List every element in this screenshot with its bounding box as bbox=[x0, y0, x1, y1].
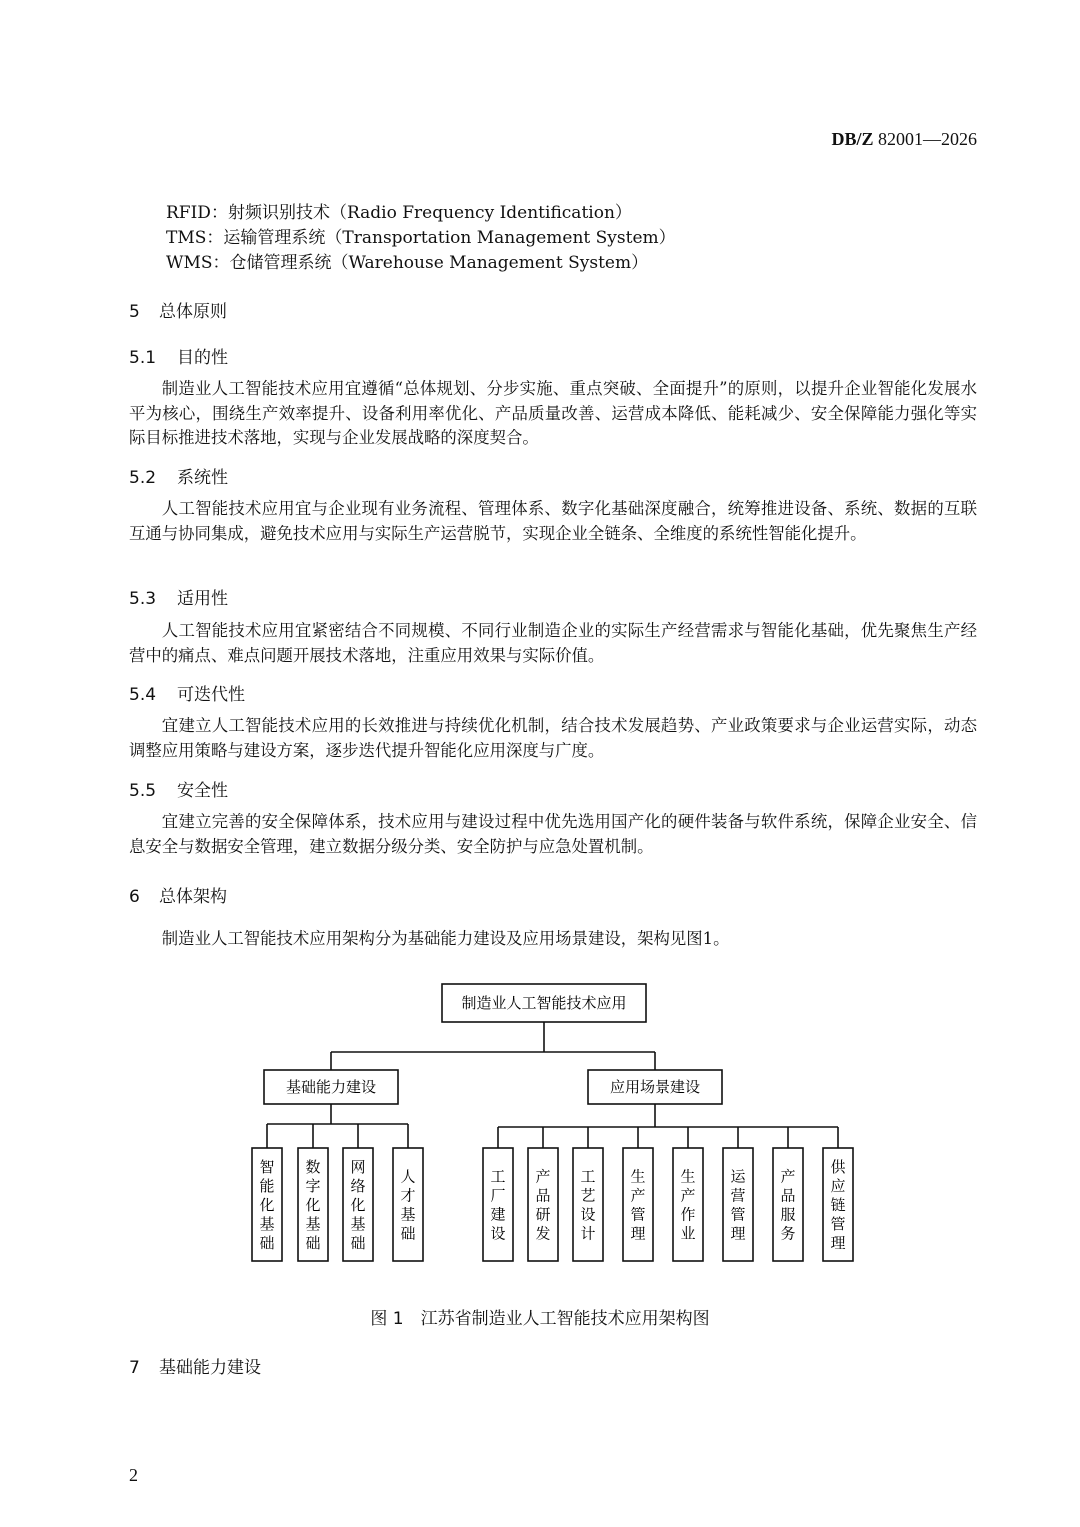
standard-code: 82001—2026 bbox=[878, 129, 977, 149]
section-6-heading: 6 总体架构 bbox=[129, 887, 227, 907]
section-5-2-heading: 5.2 系统性 bbox=[129, 468, 228, 488]
diagram-root-label: 制造业人工智能技术应用 bbox=[461, 994, 627, 1012]
diagram-leaf-label: 生产作业 bbox=[680, 1167, 696, 1243]
diagram-root-node bbox=[442, 984, 646, 1022]
section-5-5-heading: 5.5 安全性 bbox=[129, 781, 228, 801]
diagram-leaf-left-3 bbox=[393, 1148, 423, 1261]
abbreviation-wms: WMS：仓储管理系统（Warehouse Management System） bbox=[166, 253, 649, 273]
diagram-leaf-left-2 bbox=[343, 1148, 373, 1261]
diagram-leaf-right-0 bbox=[483, 1148, 513, 1261]
section-5-3-body: 人工智能技术应用宜紧密结合不同规模、不同行业制造企业的实际生产经营需求与智能化基础，优先聚焦生产经营中的痛点、难点问题开展技术落地，注重应用效果与实际价值。 bbox=[129, 621, 977, 665]
diagram-leaf-nodes bbox=[252, 1148, 853, 1261]
section-5-heading: 5 总体原则 bbox=[129, 302, 227, 322]
diagram-leaf-label: 生产管理 bbox=[630, 1167, 646, 1243]
diagram-leaf-right-4 bbox=[673, 1148, 703, 1261]
diagram-leaf-label: 工厂建设 bbox=[490, 1167, 506, 1243]
section-5-1-heading: 5.1 目的性 bbox=[129, 348, 228, 368]
diagram-leaf-left-1 bbox=[298, 1148, 328, 1261]
page-number: 2 bbox=[129, 1465, 138, 1485]
diagram-leaf-right-1 bbox=[528, 1148, 558, 1261]
abbreviation-rfid: RFID：射频识别技术（Radio Frequency Identification） bbox=[166, 203, 632, 223]
diagram-leaf-right-3 bbox=[623, 1148, 653, 1261]
diagram-leaf-left-0 bbox=[252, 1148, 282, 1261]
section-5-5-body: 宜建立完善的安全保障体系，技术应用与建设过程中优先选用国产化的硬件装备与软件系统，保障企业安全、信息安全与数据安全管理，建立数据分级分类、安全防护与应急处置机制。 bbox=[129, 812, 977, 856]
diagram-leaf-label: 供应链管理 bbox=[830, 1158, 846, 1252]
section-5-2-body: 人工智能技术应用宜与企业现有业务流程、管理体系、数字化基础深度融合，统筹推进设备、系统、数据的互联互通与协同集成，避免技术应用与实际生产运营脱节，实现企业全链条、全维度的系统性智能化提升。 bbox=[129, 499, 977, 543]
section-5-4-body: 宜建立人工智能技术应用的长效推进与持续优化机制，结合技术发展趋势、产业政策要求与企业运营实际，动态调整应用策略与建设方案，逐步迭代提升智能化应用深度与广度。 bbox=[129, 716, 977, 760]
section-6-body: 制造业人工智能技术应用架构分为基础能力建设及应用场景建设，架构见图1。 bbox=[161, 929, 730, 948]
diagram-leaf-right-2 bbox=[573, 1148, 603, 1261]
section-5-1-body: 制造业人工智能技术应用宜遵循“总体规划、分步实施、重点突破、全面提升”的原则，以提升企业智能化发展水平为核心，围绕生产效率提升、设备利用率优化、产品质量改善、运营成本降低、能耗减少、安全保障能力强化等实际目标推进技术落地，实现与企业发展战略的深度契合。 bbox=[129, 379, 977, 447]
figure-caption: 图 1 江苏省制造业人工智能技术应用架构图 bbox=[370, 1309, 710, 1329]
abbreviation-tms: TMS：运输管理系统（Transportation Management System） bbox=[166, 228, 676, 248]
diagram-leaf-label: 智能化基础 bbox=[259, 1158, 275, 1252]
diagram-right-branch-label: 应用场景建设 bbox=[609, 1078, 701, 1096]
section-7-heading: 7 基础能力建设 bbox=[129, 1358, 261, 1378]
diagram-leaf-label: 产品服务 bbox=[780, 1167, 796, 1243]
standard-prefix: DB/Z bbox=[831, 129, 874, 149]
diagram-leaf-label: 产品研发 bbox=[535, 1167, 551, 1243]
diagram-leaf-right-7 bbox=[823, 1148, 853, 1261]
section-5-4-heading: 5.4 可迭代性 bbox=[129, 685, 245, 705]
diagram-left-branch-node bbox=[264, 1070, 398, 1104]
diagram-right-branch-node bbox=[588, 1070, 722, 1104]
diagram-leaf-right-6 bbox=[773, 1148, 803, 1261]
section-5-3-heading: 5.3 适用性 bbox=[129, 589, 228, 609]
diagram-leaf-right-5 bbox=[723, 1148, 753, 1261]
diagram-leaf-label: 人才基础 bbox=[400, 1167, 416, 1243]
diagram-leaf-label: 网络化基础 bbox=[350, 1158, 366, 1252]
diagram-leaf-label: 工艺设计 bbox=[580, 1167, 596, 1243]
diagram-leaf-label: 数字化基础 bbox=[305, 1158, 321, 1252]
diagram-leaf-label: 运营管理 bbox=[730, 1167, 746, 1243]
diagram-left-branch-label: 基础能力建设 bbox=[285, 1078, 377, 1096]
